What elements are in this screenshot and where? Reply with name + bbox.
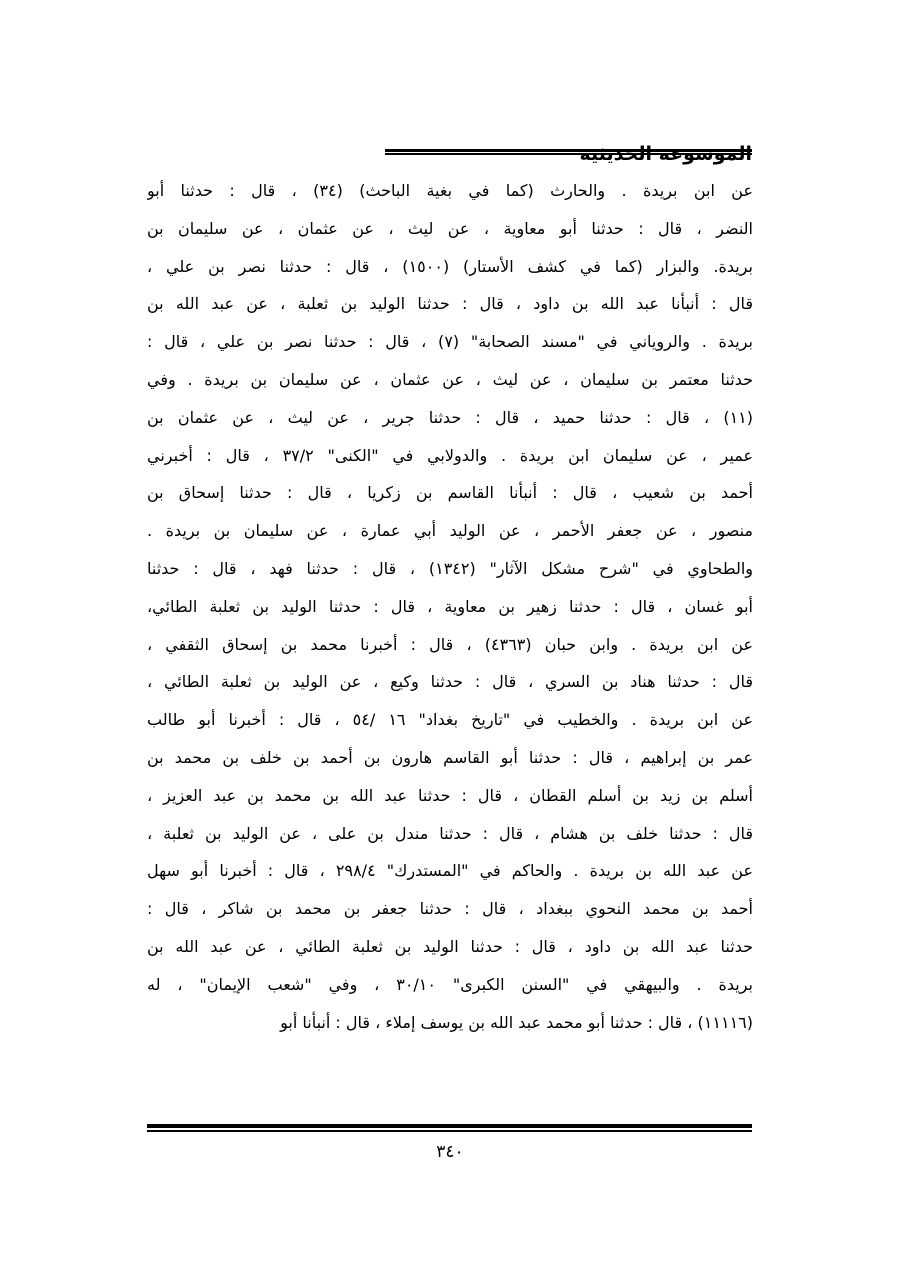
text-line-23: (١١١١٦) ، قال : حدثنا أبو محمد عبد الله بن يوسف إملاء ، قال : أنبأنا أبو xyxy=(280,1012,753,1032)
text-line-15: عن ابن بريدة . والخطيب في "تاريخ بغداد" ١٦ /٥٤ ، قال : أخبرنا أبو طالب xyxy=(147,710,753,730)
header-title: الموسوعة الحديثية xyxy=(579,143,752,165)
text-line-14: قال : حدثنا هناد بن السري ، قال : حدثنا وكيع ، عن الوليد بن ثعلبة الطائي ، xyxy=(147,672,753,692)
text-line-3: بريدة. والبزار (كما في كشف الأستار) (١٥٠٠) ، قال : حدثنا نصر بن علي ، xyxy=(147,256,753,276)
text-line-19: عن عبد الله بن بريدة . والحاكم في "المستدرك" ٢٩٨/٤ ، قال : أخبرنا أبو سهل xyxy=(147,861,753,881)
page-number: ٣٤٠ xyxy=(436,1142,464,1162)
text-line-4: قال : أنبأنا عبد الله بن داود ، قال : حدثنا الوليد بن ثعلبة ، عن عبد الله بن xyxy=(147,294,753,314)
text-line-8: عمير ، عن سليمان ابن بريدة . والدولابي في "الكنى" ٣٧/٢ ، قال : أخبرني xyxy=(147,445,753,465)
text-line-22: بريدة . والبيهقي في "السنن الكبرى" ٣٠/١٠ ، وفي "شعب الإيمان" ، له xyxy=(147,974,753,994)
text-line-2: النضر ، قال : حدثنا أبو معاوية ، عن ليث ، عن عثمان ، عن سليمان بن xyxy=(147,218,753,238)
text-line-10: منصور ، عن جعفر الأحمر ، عن الوليد أبي عمارة ، عن سليمان بن بريدة . xyxy=(147,521,753,541)
text-line-11: والطحاوي في "شرح مشكل الآثار" (١٣٤٢) ، قال : حدثنا فهد ، قال : حدثنا xyxy=(147,558,753,578)
text-line-21: حدثنا عبد الله بن داود ، قال : حدثنا الوليد بن ثعلبة الطائي ، عن عبد الله بن xyxy=(147,936,753,956)
footer-rule xyxy=(147,1124,752,1132)
text-line-7: (١١) ، قال : حدثنا حميد ، قال : حدثنا جرير ، عن ليث ، عن عثمان بن xyxy=(147,407,753,427)
text-line-6: حدثنا معتمر بن سليمان ، عن ليث ، عن عثمان ، عن سليمان بن بريدة . وفي xyxy=(147,369,753,389)
running-header xyxy=(148,138,752,174)
header-rule-short xyxy=(704,149,752,155)
text-line-13: عن ابن بريدة . وابن حبان (٤٣٦٣) ، قال : أخبرنا محمد بن إسحاق الثقفي ، xyxy=(147,634,753,654)
text-line-18: قال : حدثنا خلف بن هشام ، قال : حدثنا مندل بن على ، عن الوليد بن ثعلبة ، xyxy=(147,823,753,843)
text-line-1: عن ابن بريدة . والحارث (كما في بغية الباحث) (٣٤) ، قال : حدثنا أبو xyxy=(147,181,753,200)
text-line-16: عمر بن إبراهيم ، قال : حدثنا أبو القاسم هارون بن أحمد بن خلف بن محمد بن xyxy=(147,747,753,767)
text-line-17: أسلم بن زيد بن أسلم القطان ، قال : حدثنا عبد الله بن محمد بن عبد العزيز ، xyxy=(147,785,753,805)
text-line-20: أحمد بن محمد النحوي ببغداد ، قال : حدثنا جعفر بن محمد بن شاكر ، قال : xyxy=(147,899,753,919)
text-line-5: بريدة . والروياني في "مسند الصحابة" (٧) ، قال : حدثنا نصر بن علي ، قال : xyxy=(147,332,753,352)
text-line-9: أحمد بن شعيب ، قال : أنبأنا القاسم بن زكريا ، قال : حدثنا إسحاق بن xyxy=(147,483,753,503)
body-text xyxy=(147,172,753,1041)
text-line-12: أبو غسان ، قال : حدثنا زهير بن معاوية ، قال : حدثنا الوليد بن ثعلبة الطائي، xyxy=(147,596,753,616)
